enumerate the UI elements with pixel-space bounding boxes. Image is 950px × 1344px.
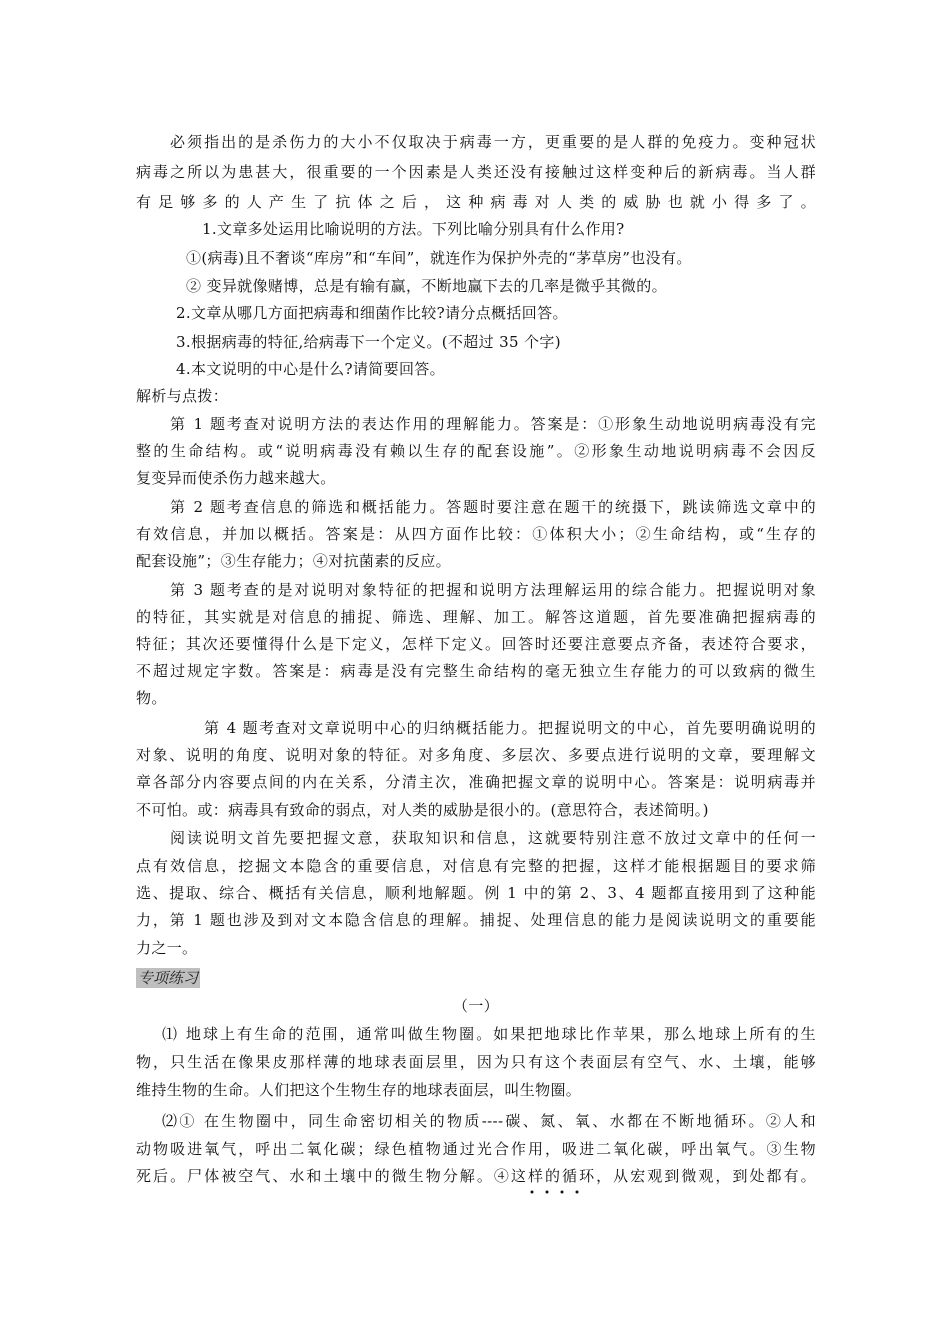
paragraph-line: 力，第 1 题也涉及到对文本隐含信息的理解。捕捉、处理信息的能力是阅读说明文的重要能	[136, 911, 816, 929]
paragraph-line: 选、提取、综合、概括有关信息，顺利地解题。例 1 中的第 2、3、4 题都直接用到了这种能	[136, 884, 816, 902]
paragraph-line: 第 4 题考查对文章说明中心的归纳概括能力。把握说明文的中心，首先要明确说明的	[204, 719, 816, 737]
paragraph-line: 动物吸进氧气，呼出二氧化碳；绿色植物通过光合作用，吸进二氧化碳，呼出氧气。③生物	[136, 1140, 816, 1158]
paragraph-line: 复变异而使杀伤力越来越大。	[136, 469, 336, 487]
paragraph-line: 死后。尸体被空气、水和土壤中的微生物分解。④这样的循环，从宏观到微观，到处都有。	[136, 1167, 816, 1185]
paragraph-line: 配套设施”；③生存能力；④对抗菌素的反应。	[136, 552, 452, 570]
paragraph-line: 章各部分内容要点间的内在关系，分清主次，准确把握文章的说明中心。答案是：说明病毒并	[136, 773, 816, 791]
paragraph-line: 点有效信息，挖掘文本隐含的重要信息，对信息有完整的把握，这样才能根据题目的要求筛	[136, 857, 816, 875]
section-tag: 专项练习	[138, 969, 199, 987]
paragraph-line: ⑴ 地球上有生命的范围，通常叫做生物圈。如果把地球比作苹果，那么地球上所有的生	[162, 1025, 816, 1043]
paragraph-line: 第 3 题考查的是对说明对象特征的把握和说明方法理解运用的综合能力。把握说明对象	[170, 581, 816, 599]
emphasis-dots	[528, 1189, 588, 1195]
question-2: 2.文章从哪几方面把病毒和细菌作比较?请分点概括回答。	[176, 304, 568, 322]
paragraph-line: 不超过规定字数。答案是：病毒是没有完整生命结构的毫无独立生存能力的可以致病的微生	[136, 662, 816, 680]
question-1-item-1: ①(病毒)且不奢谈“库房”和“车间”，就连作为保护外壳的“茅草房”也没有。	[186, 249, 692, 267]
question-3: 3.根据病毒的特征,给病毒下一个定义。(不超过 35 个字)	[176, 333, 561, 351]
question-1: 1.文章多处运用比喻说明的方法。下列比喻分别具有什么作用?	[202, 220, 625, 238]
paragraph-line: ⑵① 在生物圈中，同生命密切相关的物质----碳、氮、氧、水都在不断地循环。②人和	[162, 1112, 816, 1130]
paragraph-line: 第 2 题考查信息的筛选和概括能力。答题时要注意在题干的统摄下，跳读筛选文章中的	[170, 498, 816, 516]
paragraph-line: 有效信息，并加以概括。答案是：从四方面作比较：①体积大小；②生命结构，或“生存的	[136, 525, 816, 543]
analysis-heading: 解析与点拨：	[136, 387, 229, 405]
paragraph-line: 物。	[136, 689, 167, 707]
emphasis-dot	[561, 1191, 564, 1194]
paragraph-line: 物，只生活在像果皮那样薄的地球表面层里，因为只有这个表面层有空气、水、土壤，能够	[136, 1053, 816, 1071]
paragraph-line: 力之一。	[136, 939, 198, 957]
section-number: （一）	[452, 997, 500, 1015]
emphasis-dot	[576, 1191, 579, 1194]
paragraph-line: 维持生物的生命。人们把这个生物生存的地球表面层，叫生物圈。	[136, 1081, 582, 1099]
paragraph-line: 不可怕。或：病毒具有致命的弱点，对人类的威胁是很小的。(意思符合，表述简明。)	[136, 801, 709, 819]
paragraph-line: 整的生命结构。或“说明病毒没有赖以生存的配套设施”。②形象生动地说明病毒不会因反	[136, 442, 816, 460]
paragraph-line: 第 1 题考查对说明方法的表达作用的理解能力。答案是：①形象生动地说明病毒没有完	[170, 415, 816, 433]
paragraph-line: 阅读说明文首先要把握文意，获取知识和信息，这就要特别注意不放过文章中的任何一	[170, 829, 816, 847]
paragraph-line: 对象、说明的角度、说明对象的特征。对多角度、多层次、多要点进行说明的文章，要理解文	[136, 746, 816, 764]
emphasis-dot	[546, 1191, 549, 1194]
paragraph-line: 有足够多的人产生了抗体之后，这种病毒对人类的威胁也就小得多了。	[136, 193, 816, 211]
paragraph-line: 特征；其次还要懂得什么是下定义，怎样下定义。回答时还要注意要点齐备，表述符合要求，	[136, 635, 816, 653]
paragraph-line: 必须指出的是杀伤力的大小不仅取决于病毒一方，更重要的是人群的免疫力。变种冠状	[170, 133, 816, 151]
paragraph-line: 病毒之所以为患甚大，很重要的一个因素是人类还没有接触过这样变种后的新病毒。当人群	[136, 163, 816, 181]
paragraph-line: 的特征，其实就是对信息的捕捉、筛选、理解、加工。解答这道题，首先要准确把握病毒的	[136, 608, 816, 626]
emphasis-dot	[531, 1191, 534, 1194]
question-1-item-2: ② 变异就像赌博，总是有输有赢，不断地赢下去的几率是微乎其微的。	[186, 277, 667, 295]
question-4: 4.本文说明的中心是什么?请简要回答。	[176, 360, 446, 378]
